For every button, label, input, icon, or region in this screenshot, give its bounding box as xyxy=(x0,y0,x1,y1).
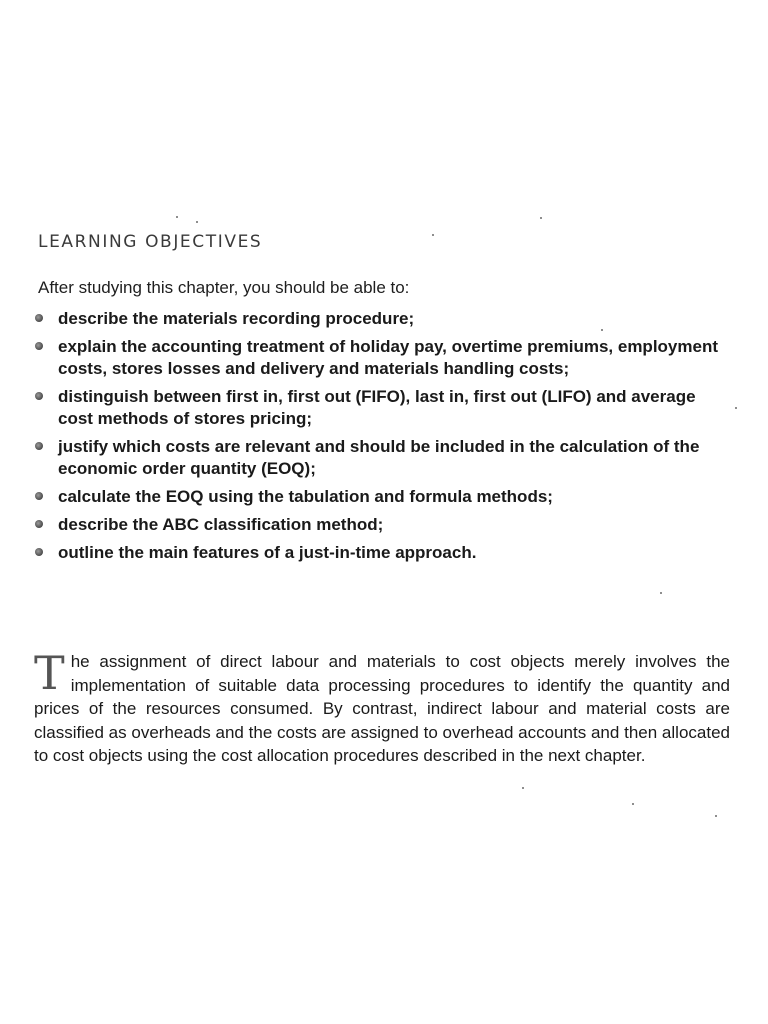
scan-speck xyxy=(601,329,603,331)
bullet-icon xyxy=(35,442,43,450)
bullet-icon xyxy=(35,548,43,556)
list-item xyxy=(30,308,730,330)
body-paragraph xyxy=(34,646,730,768)
scan-speck xyxy=(735,407,737,409)
list-item xyxy=(30,336,730,380)
list-item xyxy=(30,542,730,564)
bullet-icon xyxy=(35,520,43,528)
drop-cap: T xyxy=(34,646,65,700)
body-text: he assignment of direct labour and materials to cost objects merely involves the implementation of suitable data processing procedures to identify the quantity and prices of the resources consumed. By contrast, indirect labour and material costs are classified as overheads and the costs are assigned to overhead accounts and then allocated to cost objects using the cost allocation procedures described in the next chapter. xyxy=(34,652,730,765)
scan-speck xyxy=(176,216,178,218)
list-item xyxy=(30,436,730,480)
scan-speck xyxy=(715,815,717,817)
bullet-icon xyxy=(35,342,43,350)
objectives-intro: After studying this chapter, you should be able to: xyxy=(38,278,410,297)
objective-text: justify which costs are relevant and should be included in the calculation of the economic order quantity (EOQ); xyxy=(58,437,700,478)
objective-text: describe the ABC classification method; xyxy=(58,515,384,534)
list-item xyxy=(30,486,730,508)
list-item xyxy=(30,386,730,430)
scan-speck xyxy=(432,234,434,236)
objectives-list xyxy=(30,308,730,570)
learning-objectives-heading: LEARNING OBJECTIVES xyxy=(38,232,263,252)
scan-speck xyxy=(522,787,524,789)
scan-speck xyxy=(632,803,634,805)
scan-speck xyxy=(660,592,662,594)
scan-speck xyxy=(540,217,542,219)
bullet-icon xyxy=(35,392,43,400)
scan-speck xyxy=(196,221,198,223)
objective-text: explain the accounting treatment of holiday pay, overtime premiums, employment costs, stores losses and delivery and materials handling costs; xyxy=(58,337,718,378)
bullet-icon xyxy=(35,492,43,500)
bullet-icon xyxy=(35,314,43,322)
objective-text: outline the main features of a just-in-time approach. xyxy=(58,543,477,562)
objective-text: calculate the EOQ using the tabulation and formula methods; xyxy=(58,487,553,506)
list-item xyxy=(30,514,730,536)
objective-text: describe the materials recording procedure; xyxy=(58,309,415,328)
objective-text: distinguish between first in, first out (FIFO), last in, first out (LIFO) and average cost methods of stores pricing; xyxy=(58,387,696,428)
